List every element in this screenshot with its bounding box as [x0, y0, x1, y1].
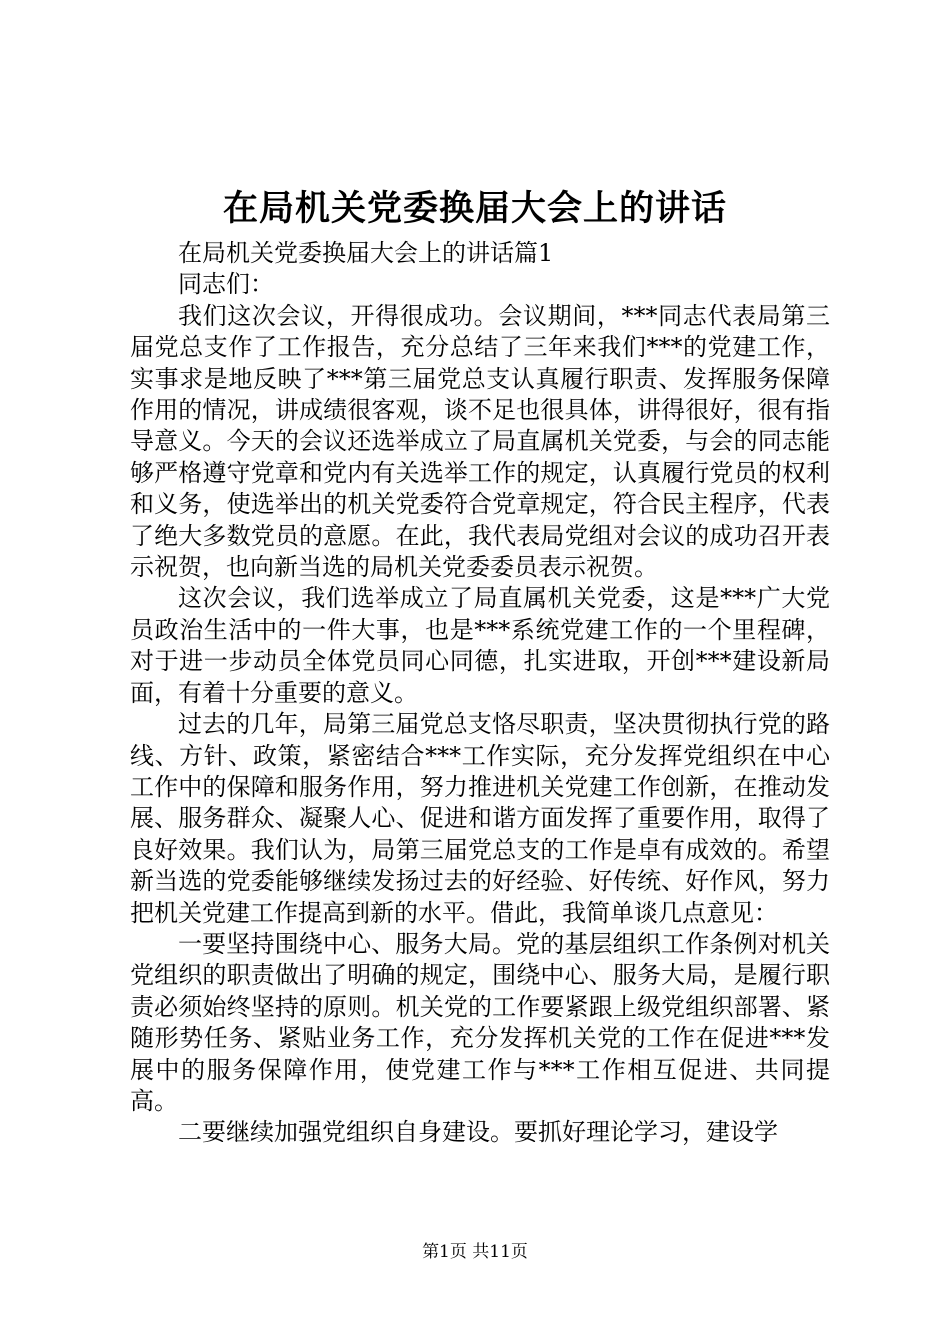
salutation-line: 同志们：	[178, 270, 274, 299]
document-body	[130, 238, 830, 1149]
document-title: 在局机关党委换届大会上的讲话	[222, 188, 727, 229]
paragraph: 我们这次会议，开得很成功。会议期间，***同志代表局第三届党总支作了工作报告，充分总结了三年来我们***的党建工作，实事求是地反映了***第三届党总支认真履行职责、发挥服务保障作用的情况，讲成绩很客观，谈不足也很具体，讲得很好，很有指导意义。今天的会议还选举成立了局直属机关党委，与会的同志能够严格遵守党章和党内有关选举工作的规定，认真履行党员的权利和义务，使选举出的机关党委符合党章规定，符合民主程序，代表了绝大多数党员的意愿。在此，我代表局党组对会议的成功召开表示祝贺，也向新当选的局机关党委委员表示祝贺。	[130, 301, 830, 582]
paragraph: 过去的几年，局第三届党总支恪尽职责，坚决贯彻执行党的路线、方针、政策，紧密结合***工作实际，充分发挥党组织在中心工作中的保障和服务作用，努力推进机关党建工作创新，在推动发展、服务群众、凝聚人心、促进和谐方面发挥了重要作用，取得了良好效果。我们认为，局第三届党总支的工作是卓有成效的。希望新当选的党委能够继续发扬过去的好经验、好传统、好作风，努力把机关党建工作提高到新的水平。借此，我简单谈几点意见：	[130, 710, 830, 927]
page-footer: 第1页 共11页	[422, 1242, 528, 1262]
subtitle-line: 在局机关党委换届大会上的讲话篇1	[178, 239, 554, 267]
paragraph: 一要坚持围绕中心、服务大局。党的基层组织工作条例对机关党组织的职责做出了明确的规定，围绕中心、服务大局，是履行职责必须始终坚持的原则。机关党的工作要紧跟上级党组织部署、紧随形势任务、紧贴业务工作，充分发挥机关党的工作在促进***发展中的服务保障作用，使党建工作与***工作相互促进、共同提高。	[130, 929, 830, 1115]
paragraph: 这次会议，我们选举成立了局直属机关党委，这是***广大党员政治生活中的一件大事，也是***系统党建工作的一个里程碑，对于进一步动员全体党员同心同德，扎实进取，开创***建设新局面，有着十分重要的意义。	[130, 584, 830, 707]
paragraph: 二要继续加强党组织自身建设。要抓好理论学习，建设学	[178, 1118, 778, 1147]
